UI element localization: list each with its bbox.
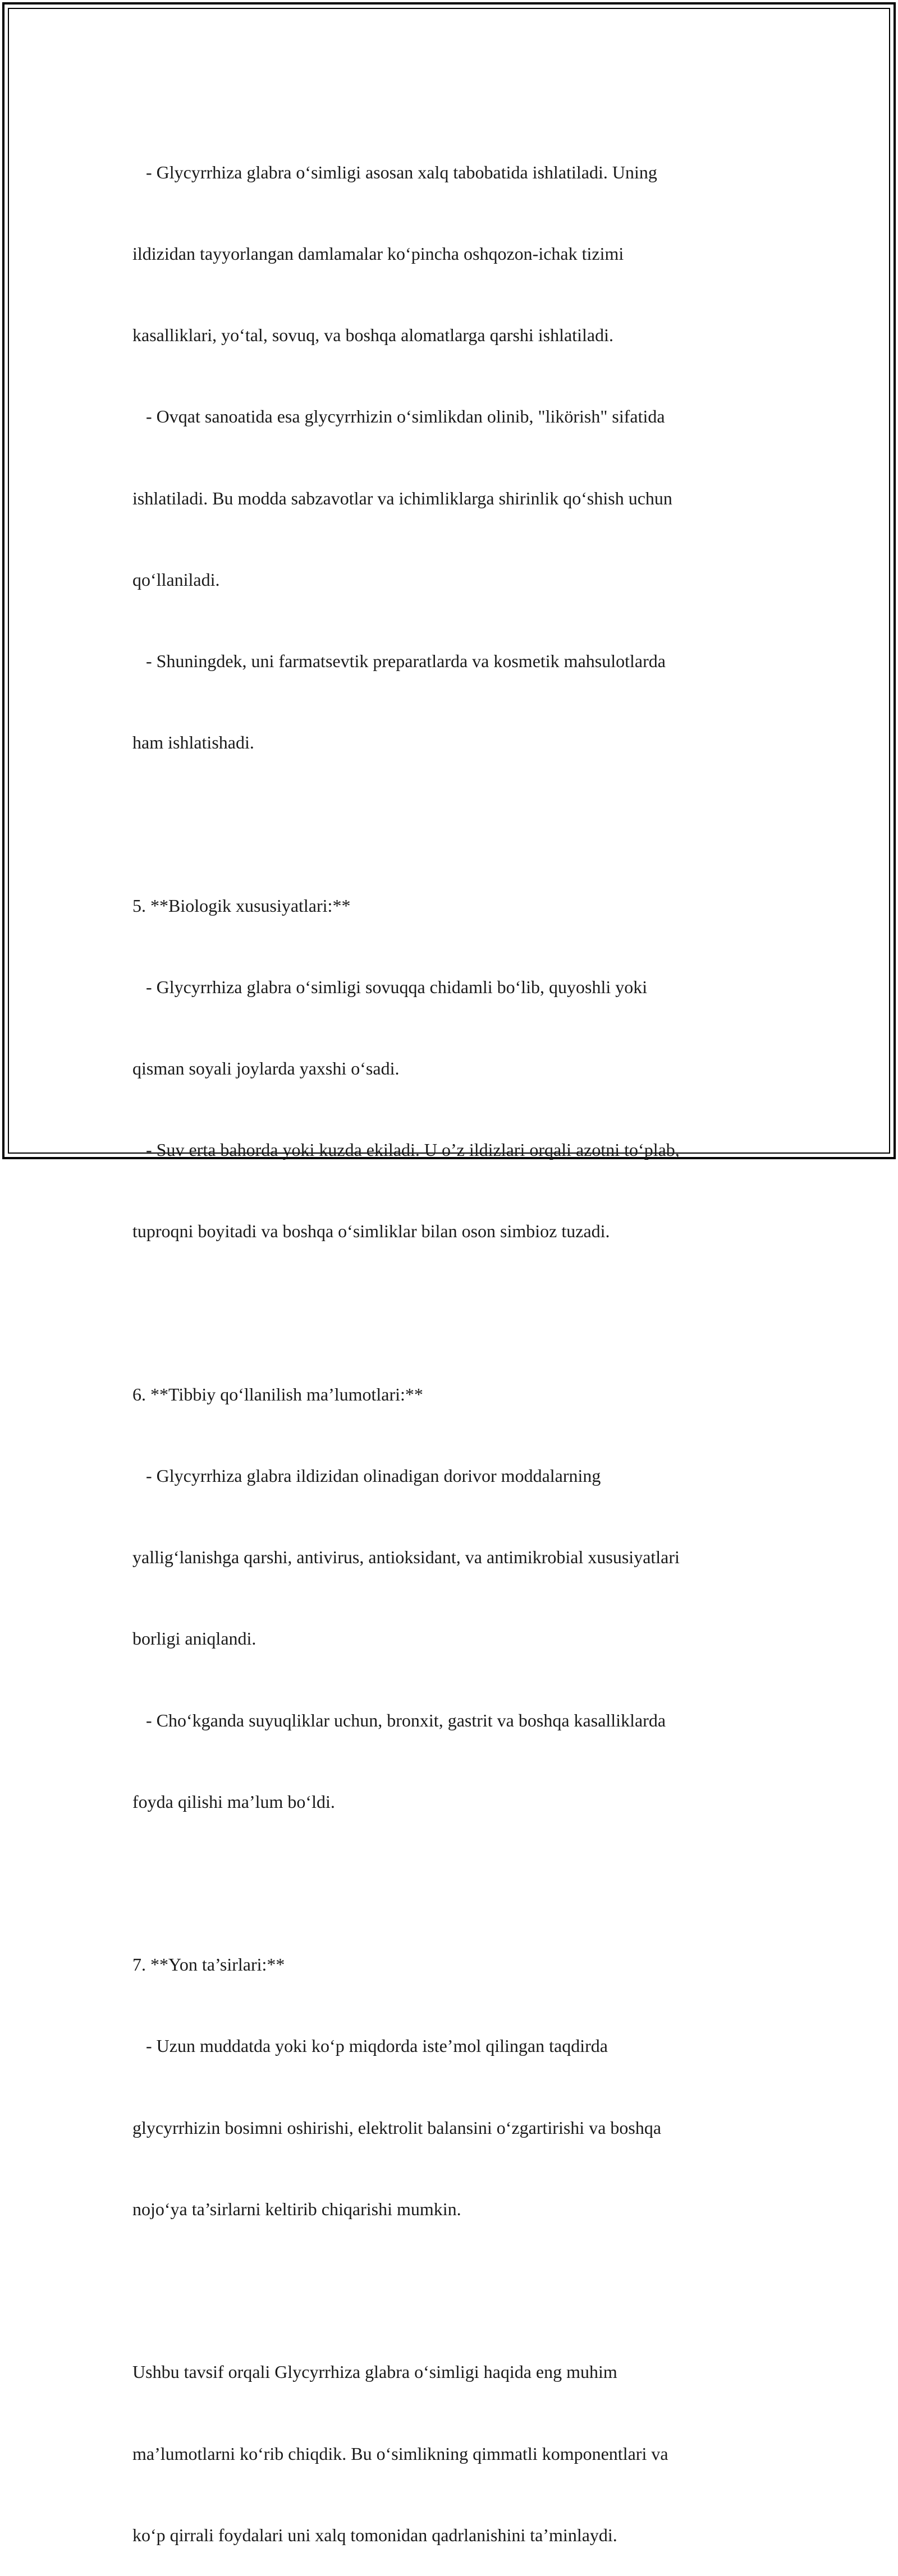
text-line: - Glycyrrhiza glabra o‘simligi asosan xalq tabobatida ishlatiladi. Uning — [132, 162, 657, 182]
blank-line — [132, 810, 767, 837]
text-line: ishlatiladi. Bu modda sabzavotlar va ichimliklarga shirinlik qo‘shish uchun — [132, 488, 672, 508]
text-line: - Suv erta bahorda yoki kuzda ekiladi. U o’z ildizlari orqali azotni to‘plab, — [132, 1140, 680, 1160]
text-line: kasalliklari, yo‘tal, sovuq, va boshqa alomatlarga qarshi ishlatiladi. — [132, 325, 613, 346]
text-line: ham ishlatishadi. — [132, 732, 254, 753]
blank-line — [132, 1300, 767, 1326]
text-line: nojo‘ya ta’sirlarni keltirib chiqarishi mumkin. — [132, 2198, 461, 2219]
text-line: - Glycyrrhiza glabra ildizidan olinadigan dorivor moddalarning — [132, 1466, 601, 1486]
document-body — [132, 104, 767, 2576]
text-line: qisman soyali joylarda yaxshi o‘sadi. — [132, 1058, 400, 1079]
section-heading-yon-tasirlari: 7. **Yon ta’sirlari:** — [132, 1954, 285, 1975]
section-heading-biologik: 5. **Biologik xususiyatlari:** — [132, 895, 351, 916]
text-line: - Uzun muddatda yoki ko‘p miqdorda iste’mol qilingan taqdirda — [132, 2036, 608, 2056]
text-line: - Ovqat sanoatida esa glycyrrhizin o‘simlikdan olinib, "likörish" sifatida — [132, 406, 665, 427]
text-line: qo‘llaniladi. — [132, 569, 220, 590]
section-heading-tibbiy: 6. **Tibbiy qo‘llanilish ma’lumotlari:** — [132, 1384, 423, 1404]
blank-line — [132, 1870, 767, 1897]
blank-line — [132, 2277, 767, 2304]
text-line: glycyrrhizin bosimni oshirishi, elektrolit balansini o‘zgartirishi va boshqa — [132, 2117, 662, 2138]
text-line: ildizidan tayyorlangan damlamalar ko‘pincha oshqozon-ichak tizimi — [132, 244, 624, 264]
conclusion-line: ko‘p qirrali foydalari uni xalq tomonidan qadrlanishini ta’minlaydi. — [132, 2524, 617, 2545]
text-line: - Cho‘kganda suyuqliklar uchun, bronxit, gastrit va boshqa kasalliklarda — [132, 1710, 666, 1730]
conclusion-line: Ushbu tavsif orqali Glycyrrhiza glabra o‘simligi haqida eng muhim — [132, 2362, 617, 2382]
text-line: tuproqni boyitadi va boshqa o‘simliklar bilan oson simbioz tuzadi. — [132, 1221, 610, 1242]
text-line: - Shuningdek, uni farmatsevtik preparatlarda va kosmetik mahsulotlarda — [132, 651, 666, 672]
text-line: borligi aniqlandi. — [132, 1628, 256, 1649]
text-line: foyda qilishi ma’lum bo‘ldi. — [132, 1791, 335, 1812]
text-line: - Glycyrrhiza glabra o‘simligi sovuqqa chidamli bo‘lib, quyoshli yoki — [132, 976, 648, 997]
conclusion-line: ma’lumotlarni ko‘rib chiqdik. Bu o‘simlikning qimmatli komponentlari va — [132, 2443, 668, 2464]
text-line: yallig‘lanishga qarshi, antivirus, antioksidant, va antimikrobial xususiyatlari — [132, 1547, 680, 1568]
